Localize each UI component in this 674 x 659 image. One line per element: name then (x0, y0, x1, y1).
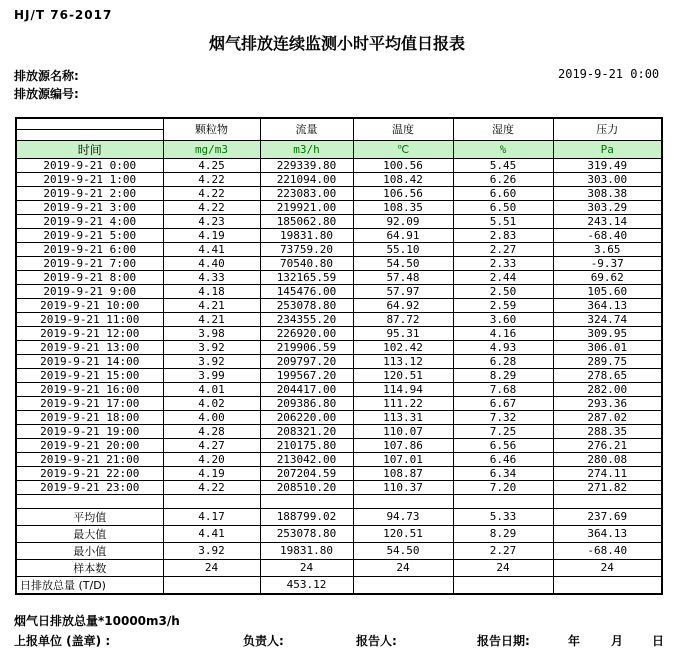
table-row (16, 424, 662, 438)
row-value: 3.98 (163, 326, 260, 340)
unit-flow: m3/h (260, 140, 353, 158)
day-label: 日 (652, 634, 665, 648)
unit-humidity: % (453, 140, 553, 158)
row-value: 24 (163, 559, 260, 576)
row-value: 3.92 (163, 542, 260, 559)
row-value: 213042.00 (260, 452, 353, 466)
row-value: 364.13 (553, 525, 662, 542)
row-value: 111.22 (353, 396, 453, 410)
row-time: 2019-9-21 3:00 (16, 200, 163, 214)
table-row (16, 158, 662, 172)
row-value: 102.42 (353, 340, 453, 354)
row-value: 4.01 (163, 382, 260, 396)
row-time: 2019-9-21 14:00 (16, 354, 163, 368)
row-time: 2019-9-21 16:00 (16, 382, 163, 396)
row-value: 274.11 (553, 466, 662, 480)
row-time: 2019-9-21 13:00 (16, 340, 163, 354)
table-row (16, 270, 662, 284)
row-value: 208321.20 (260, 424, 353, 438)
table-row (16, 410, 662, 424)
report-table (15, 117, 663, 595)
footer-note: 烟气日排放总量*10000m3/h (14, 614, 180, 628)
row-value: 87.72 (353, 312, 453, 326)
table-row (16, 172, 662, 186)
unit-temperature: ℃ (353, 140, 453, 158)
row-value: 253078.80 (260, 525, 353, 542)
time-header-cell: 时间 (16, 140, 163, 158)
row-time: 2019-9-21 19:00 (16, 424, 163, 438)
row-value: 94.73 (353, 508, 453, 525)
row-value: 24 (453, 559, 553, 576)
row-value: 132165.59 (260, 270, 353, 284)
row-value: 303.00 (553, 172, 662, 186)
row-value: 185062.80 (260, 214, 353, 228)
row-value (163, 576, 260, 594)
row-value: 145476.00 (260, 284, 353, 298)
table-row (16, 438, 662, 452)
summary-label: 样本数 (16, 559, 163, 576)
row-value: 70540.80 (260, 256, 353, 270)
row-value: 6.26 (453, 172, 553, 186)
row-value: 3.92 (163, 340, 260, 354)
row-value: 306.01 (553, 340, 662, 354)
unit-pressure: Pa (553, 140, 662, 158)
row-value: 364.13 (553, 298, 662, 312)
row-value: 4.28 (163, 424, 260, 438)
column-header-temperature: 温度 (353, 118, 453, 140)
row-time: 2019-9-21 5:00 (16, 228, 163, 242)
row-value: 308.38 (553, 186, 662, 200)
row-value: 108.35 (353, 200, 453, 214)
row-value: 4.23 (163, 214, 260, 228)
row-value: 234355.20 (260, 312, 353, 326)
row-value: 226920.00 (260, 326, 353, 340)
row-time: 2019-9-21 1:00 (16, 172, 163, 186)
row-value: 4.19 (163, 466, 260, 480)
row-value: -68.40 (553, 228, 662, 242)
table-row (16, 340, 662, 354)
column-header-flow: 流量 (260, 118, 353, 140)
row-value: 92.09 (353, 214, 453, 228)
row-value: 4.17 (163, 508, 260, 525)
row-value: 5.33 (453, 508, 553, 525)
table-row (16, 298, 662, 312)
row-time: 2019-9-21 18:00 (16, 410, 163, 424)
table-row (16, 382, 662, 396)
row-value: 287.02 (553, 410, 662, 424)
month-label: 月 (611, 634, 624, 648)
row-value: 206220.00 (260, 410, 353, 424)
table-row (16, 466, 662, 480)
row-value: 107.86 (353, 438, 453, 452)
summary-label: 最小值 (16, 542, 163, 559)
row-value: 108.87 (353, 466, 453, 480)
row-time: 2019-9-21 9:00 (16, 284, 163, 298)
row-value: 120.51 (353, 525, 453, 542)
row-time: 2019-9-21 4:00 (16, 214, 163, 228)
row-value: 7.20 (453, 480, 553, 494)
row-value: 120.51 (353, 368, 453, 382)
table-row (16, 214, 662, 228)
row-value: 223083.00 (260, 186, 353, 200)
row-value: 3.60 (453, 312, 553, 326)
row-value: 4.00 (163, 410, 260, 424)
table-row (16, 200, 662, 214)
summary-row (16, 576, 662, 594)
summary-label: 最大值 (16, 525, 163, 542)
row-value: 293.36 (553, 396, 662, 410)
row-value: 24 (553, 559, 662, 576)
row-value: 209797.20 (260, 354, 353, 368)
row-value: 6.46 (453, 452, 553, 466)
row-value: 114.94 (353, 382, 453, 396)
row-value: 110.37 (353, 480, 453, 494)
row-value: 2.44 (453, 270, 553, 284)
table-row (16, 354, 662, 368)
summary-label: 日排放总量 (T/D) (16, 576, 163, 594)
row-value: 6.28 (453, 354, 553, 368)
summary-row (16, 542, 662, 559)
row-time: 2019-9-21 11:00 (16, 312, 163, 326)
data-rows (16, 158, 662, 494)
row-value: 113.31 (353, 410, 453, 424)
row-value: 55.10 (353, 242, 453, 256)
header-empty-bottom (16, 129, 163, 140)
row-value: 219921.00 (260, 200, 353, 214)
source-name-label: 排放源名称: (14, 69, 79, 83)
header-empty-top (16, 118, 163, 129)
row-value: 209386.80 (260, 396, 353, 410)
row-value (453, 576, 553, 594)
page-title: 烟气排放连续监测小时平均值日报表 (208, 34, 465, 53)
table-row (16, 452, 662, 466)
row-value: 278.65 (553, 368, 662, 382)
summary-row (16, 508, 662, 525)
row-value: 6.56 (453, 438, 553, 452)
row-value: 105.60 (553, 284, 662, 298)
row-value: -68.40 (553, 542, 662, 559)
row-value: 4.20 (163, 452, 260, 466)
row-value: 4.27 (163, 438, 260, 452)
row-value (553, 576, 662, 594)
table-row (16, 396, 662, 410)
row-value: 2.59 (453, 298, 553, 312)
row-value (353, 576, 453, 594)
row-value: 2.27 (453, 542, 553, 559)
row-value: 4.41 (163, 525, 260, 542)
row-value: 95.31 (353, 326, 453, 340)
report-datetime: 2019-9-21 0:00 (558, 67, 660, 81)
row-value: 208510.20 (260, 480, 353, 494)
summary-label: 平均值 (16, 508, 163, 525)
row-value: 4.21 (163, 312, 260, 326)
row-value: 6.60 (453, 186, 553, 200)
row-value: 271.82 (553, 480, 662, 494)
table-row (16, 326, 662, 340)
row-time: 2019-9-21 12:00 (16, 326, 163, 340)
row-value: 4.22 (163, 172, 260, 186)
row-value: 289.75 (553, 354, 662, 368)
row-value: 5.51 (453, 214, 553, 228)
row-value: 288.35 (553, 424, 662, 438)
row-value: 188799.02 (260, 508, 353, 525)
row-value: 54.50 (353, 256, 453, 270)
row-value: 253078.80 (260, 298, 353, 312)
row-time: 2019-9-21 0:00 (16, 158, 163, 172)
column-header-pressure: 压力 (553, 118, 662, 140)
report-unit-label: 上报单位 (盖章) : (14, 634, 111, 648)
column-header-particulate: 颗粒物 (163, 118, 260, 140)
row-value: 324.74 (553, 312, 662, 326)
row-value: 4.18 (163, 284, 260, 298)
row-value: 19831.80 (260, 228, 353, 242)
row-value: 19831.80 (260, 542, 353, 559)
row-value: 204417.00 (260, 382, 353, 396)
row-value: 110.07 (353, 424, 453, 438)
row-value: 107.01 (353, 452, 453, 466)
row-time: 2019-9-21 23:00 (16, 480, 163, 494)
row-value: 276.21 (553, 438, 662, 452)
row-value: 8.29 (453, 368, 553, 382)
row-value: 4.22 (163, 480, 260, 494)
row-value: 4.25 (163, 158, 260, 172)
row-value: 2.33 (453, 256, 553, 270)
row-value: 303.29 (553, 200, 662, 214)
row-value: 6.50 (453, 200, 553, 214)
column-header-humidity: 湿度 (453, 118, 553, 140)
unit-particulate: mg/m3 (163, 140, 260, 158)
row-value: 8.29 (453, 525, 553, 542)
table-row (16, 480, 662, 494)
row-value: 64.92 (353, 298, 453, 312)
row-value: 4.33 (163, 270, 260, 284)
row-value: 24 (353, 559, 453, 576)
row-value: 69.62 (553, 270, 662, 284)
row-value: 2.50 (453, 284, 553, 298)
table-row (16, 242, 662, 256)
row-value: 7.32 (453, 410, 553, 424)
source-code-label: 排放源编号: (14, 87, 79, 101)
row-value: 210175.80 (260, 438, 353, 452)
row-time: 2019-9-21 21:00 (16, 452, 163, 466)
row-value: 7.25 (453, 424, 553, 438)
row-value: 4.41 (163, 242, 260, 256)
row-time: 2019-9-21 22:00 (16, 466, 163, 480)
row-value: 4.22 (163, 200, 260, 214)
row-value: 54.50 (353, 542, 453, 559)
row-value: 3.92 (163, 354, 260, 368)
row-time: 2019-9-21 20:00 (16, 438, 163, 452)
table-row (16, 312, 662, 326)
report-date-label: 报告日期: (477, 634, 530, 648)
row-time: 2019-9-21 10:00 (16, 298, 163, 312)
row-time: 2019-9-21 17:00 (16, 396, 163, 410)
summary-row (16, 525, 662, 542)
row-value: 64.91 (353, 228, 453, 242)
row-value: 57.97 (353, 284, 453, 298)
table-row (16, 368, 662, 382)
row-value: 229339.80 (260, 158, 353, 172)
row-value: 219906.59 (260, 340, 353, 354)
row-value: 100.56 (353, 158, 453, 172)
row-value: 2.27 (453, 242, 553, 256)
spacer-row (16, 494, 662, 508)
row-value: 106.56 (353, 186, 453, 200)
row-value: 319.49 (553, 158, 662, 172)
reporter-label: 报告人: (356, 634, 397, 648)
responsible-label: 负责人: (243, 634, 284, 648)
row-value: 4.16 (453, 326, 553, 340)
row-value: 309.95 (553, 326, 662, 340)
row-value: 3.65 (553, 242, 662, 256)
row-value: 237.69 (553, 508, 662, 525)
row-value: 73759.20 (260, 242, 353, 256)
table-row (16, 256, 662, 270)
row-time: 2019-9-21 7:00 (16, 256, 163, 270)
summary-row (16, 559, 662, 576)
row-value: 3.99 (163, 368, 260, 382)
row-value: 113.12 (353, 354, 453, 368)
table-row (16, 228, 662, 242)
table-row (16, 284, 662, 298)
row-value: 4.40 (163, 256, 260, 270)
row-value: 6.34 (453, 466, 553, 480)
row-value: 199567.20 (260, 368, 353, 382)
row-value: 453.12 (260, 576, 353, 594)
row-value: -9.37 (553, 256, 662, 270)
row-time: 2019-9-21 8:00 (16, 270, 163, 284)
row-value: 4.22 (163, 186, 260, 200)
row-value: 108.42 (353, 172, 453, 186)
row-time: 2019-9-21 15:00 (16, 368, 163, 382)
row-time: 2019-9-21 2:00 (16, 186, 163, 200)
row-value: 6.67 (453, 396, 553, 410)
row-value: 280.08 (553, 452, 662, 466)
row-value: 282.00 (553, 382, 662, 396)
row-time: 2019-9-21 6:00 (16, 242, 163, 256)
table-row (16, 186, 662, 200)
row-value: 24 (260, 559, 353, 576)
row-value: 4.19 (163, 228, 260, 242)
summary-rows (16, 508, 662, 594)
row-value: 7.68 (453, 382, 553, 396)
row-value: 2.83 (453, 228, 553, 242)
row-value: 207204.59 (260, 466, 353, 480)
row-value: 4.21 (163, 298, 260, 312)
row-value: 4.02 (163, 396, 260, 410)
row-value: 5.45 (453, 158, 553, 172)
standard-number: HJ/T 76-2017 (14, 8, 113, 22)
row-value: 57.48 (353, 270, 453, 284)
row-value: 221094.00 (260, 172, 353, 186)
row-value: 4.93 (453, 340, 553, 354)
year-label: 年 (568, 634, 581, 648)
row-value: 243.14 (553, 214, 662, 228)
